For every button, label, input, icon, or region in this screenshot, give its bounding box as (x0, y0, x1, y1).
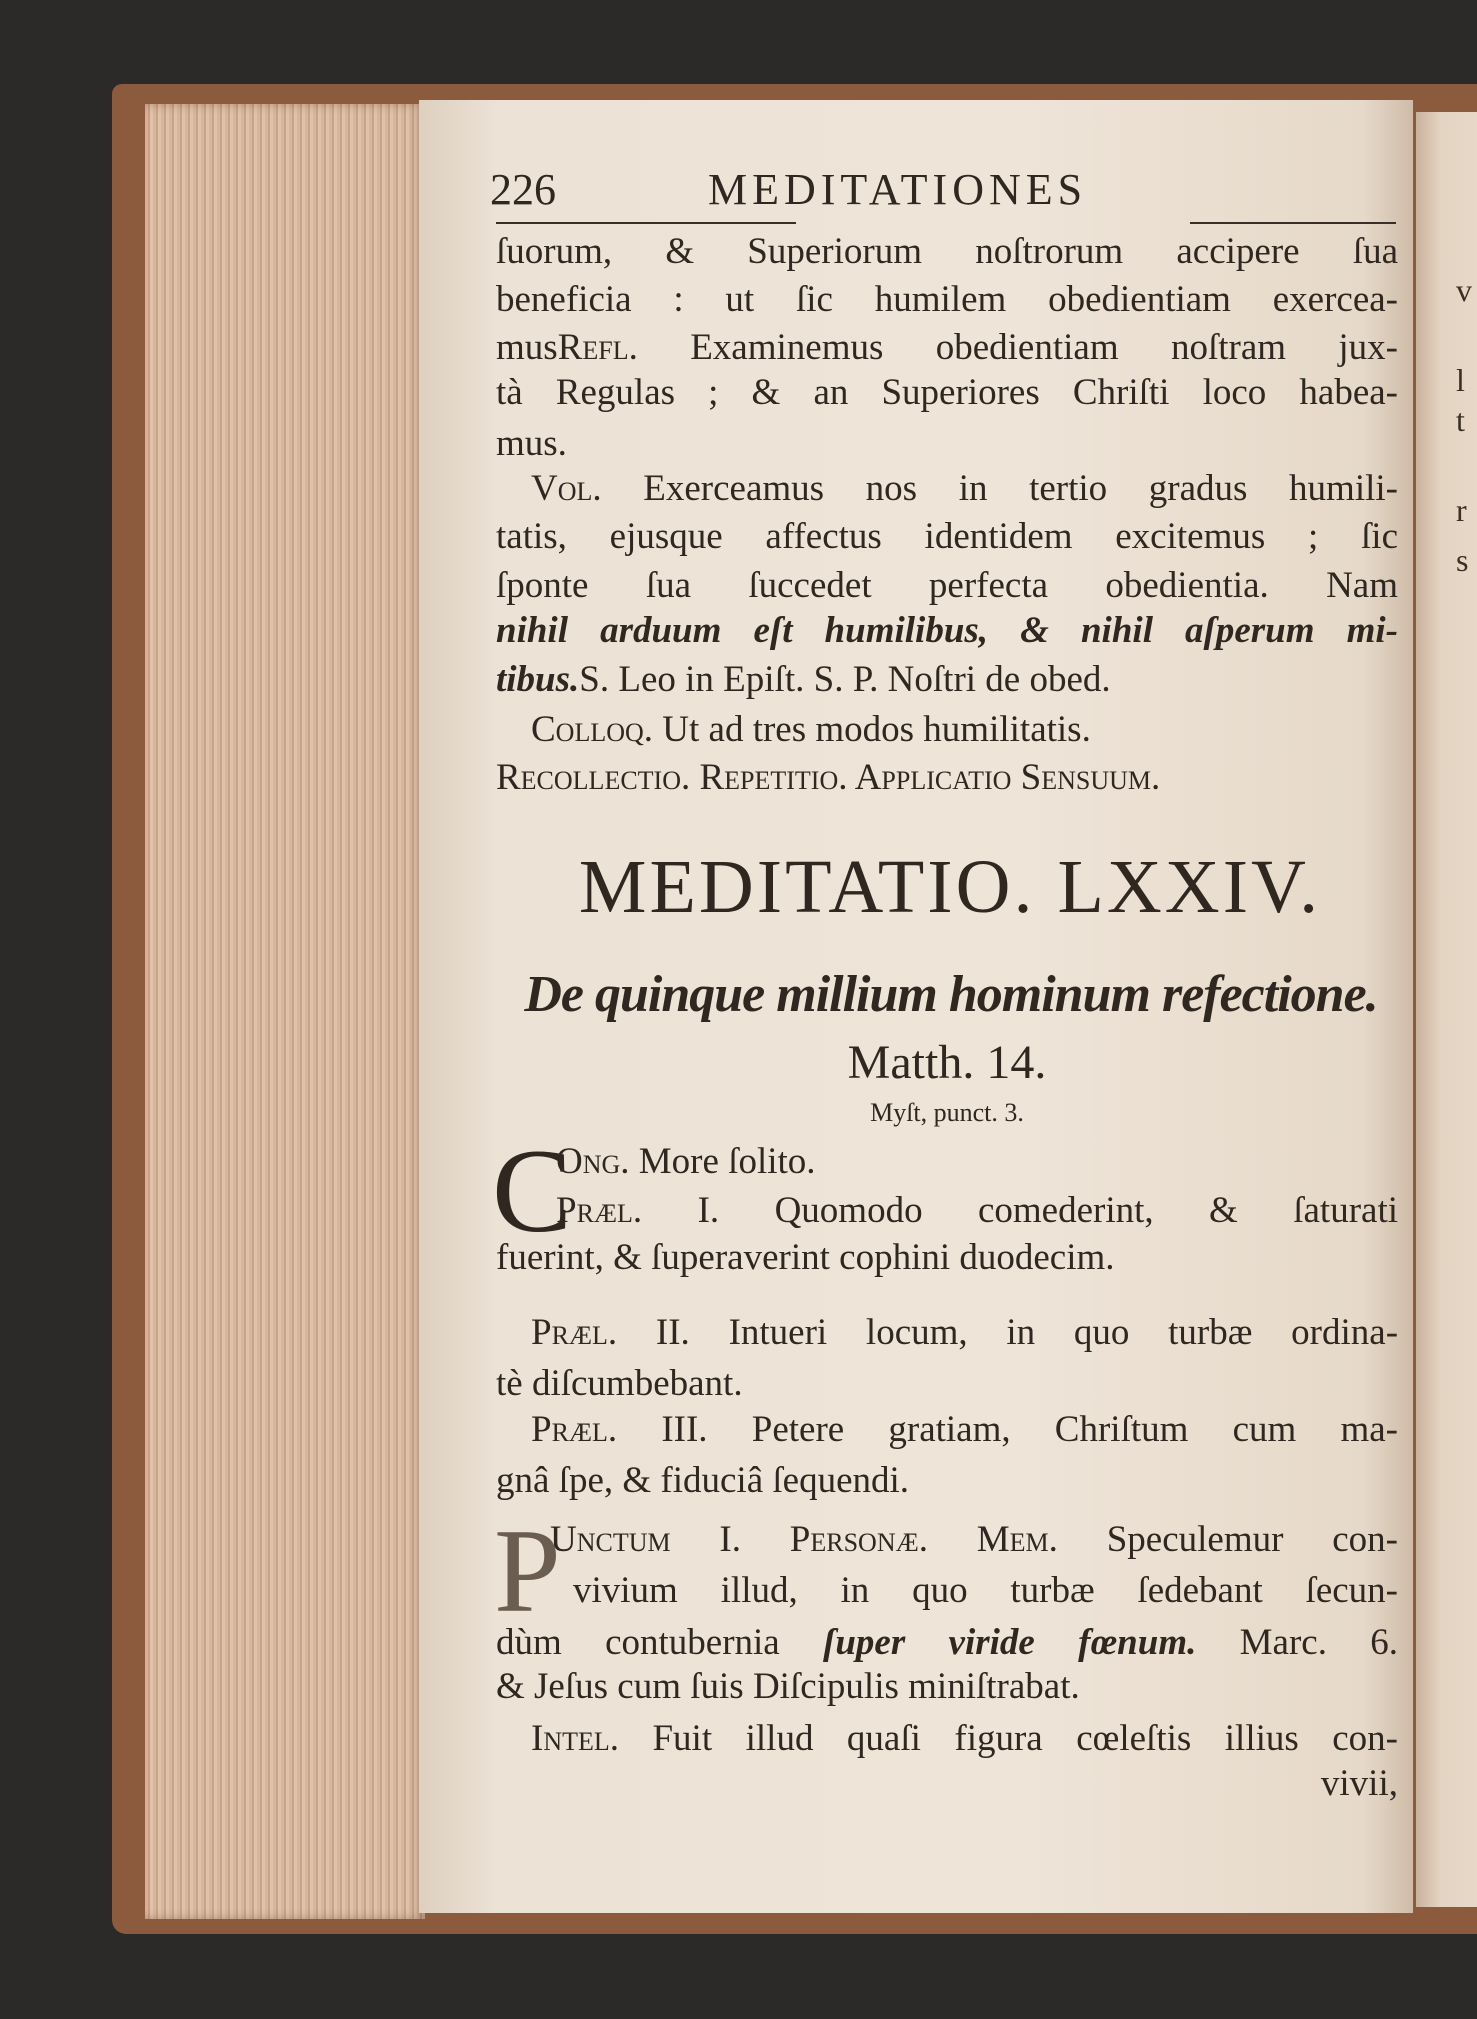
text-line: tatis, ejusque affectus identidem excitemus ; ſic (496, 516, 1398, 557)
drop-cap-p: P (494, 1504, 561, 1637)
text-line: mus. (496, 423, 567, 464)
text-line: tà Regulas ; & an Superiores Chriſti loco habea- (496, 372, 1398, 413)
text-line: beneficia : ut ſic humilem obedientiam exercea- (496, 279, 1398, 320)
catchword: vivii, (1320, 1763, 1398, 1804)
text-line: fuerint, & ſuperaverint cophini duodecim. (496, 1237, 1115, 1278)
meditation-title: MEDITATIO. LXXIV. (578, 845, 1322, 929)
text-line: Ong. More ſolito. (556, 1141, 816, 1182)
header-rule (496, 222, 796, 224)
running-title: MEDITATIONES (708, 165, 1088, 214)
quotation-line: nihil arduum eſt humilibus, & nihil aſperum mi- (496, 610, 1398, 651)
text-line: Vol. Exerceamus nos in tertio gradus humili- (531, 468, 1398, 509)
facing-page-fragment: v (1456, 272, 1472, 308)
facing-page-fragment: t (1456, 402, 1465, 438)
scripture-reference: Matth. 14. (847, 1036, 1047, 1089)
facing-page-fragment: r (1456, 492, 1467, 528)
text-line: tibus.S. Leo in Epiſt. S. P. Noſtri de obed. (496, 659, 1111, 700)
text-line: ſponte ſua ſuccedet perfecta obedientia. Nam (496, 565, 1398, 606)
text-line: vivium illud, in quo turbæ ſedebant ſecun- (573, 1570, 1398, 1611)
header-rule (1190, 222, 1396, 224)
mystery-reference: Myſt, punct. 3. (870, 1098, 1024, 1127)
text-line: Præl. I. Quomodo comederint, & ſaturati (556, 1190, 1399, 1231)
text-line: Colloq. Ut ad tres modos humilitatis. (531, 709, 1091, 750)
facing-page (1416, 112, 1477, 1907)
facing-page-fragment: s (1456, 542, 1469, 578)
page-number: 226 (490, 165, 556, 214)
text-line: Recollectio. Repetitio. Applicatio Sensuum. (496, 757, 1161, 798)
text-line: Præl. III. Petere gratiam, Chriſtum cum ma- (531, 1409, 1399, 1450)
text-line: Præl. II. Intueri locum, in quo turbæ ordina- (531, 1312, 1399, 1353)
text-line: Intel. Fuit illud quaſi figura cœleſtis illius con- (531, 1718, 1398, 1759)
text-line: musRefl. Examinemus obedientiam noſtram jux- (496, 327, 1399, 368)
text-line: gnâ ſpe, & fiduciâ ſequendi. (496, 1460, 910, 1501)
text-line: ſuorum, & Superiorum noſtrorum accipere ſua (496, 231, 1398, 272)
text-line: & Jeſus cum ſuis Diſcipulis miniſtrabat. (496, 1666, 1080, 1707)
text-line: dùm contubernia ſuper viride fœnum. Marc. 6. (496, 1622, 1398, 1663)
facing-page-fragment: l (1456, 362, 1465, 398)
meditation-subtitle: De quinque millium hominum refectione. (524, 966, 1378, 1023)
page-stack-edge (145, 104, 425, 1919)
text-line: tè diſcumbebant. (496, 1363, 743, 1404)
text-line: Unctum I. Personæ. Mem. Speculemur con- (550, 1519, 1398, 1560)
drop-cap-c: C (492, 1124, 573, 1257)
